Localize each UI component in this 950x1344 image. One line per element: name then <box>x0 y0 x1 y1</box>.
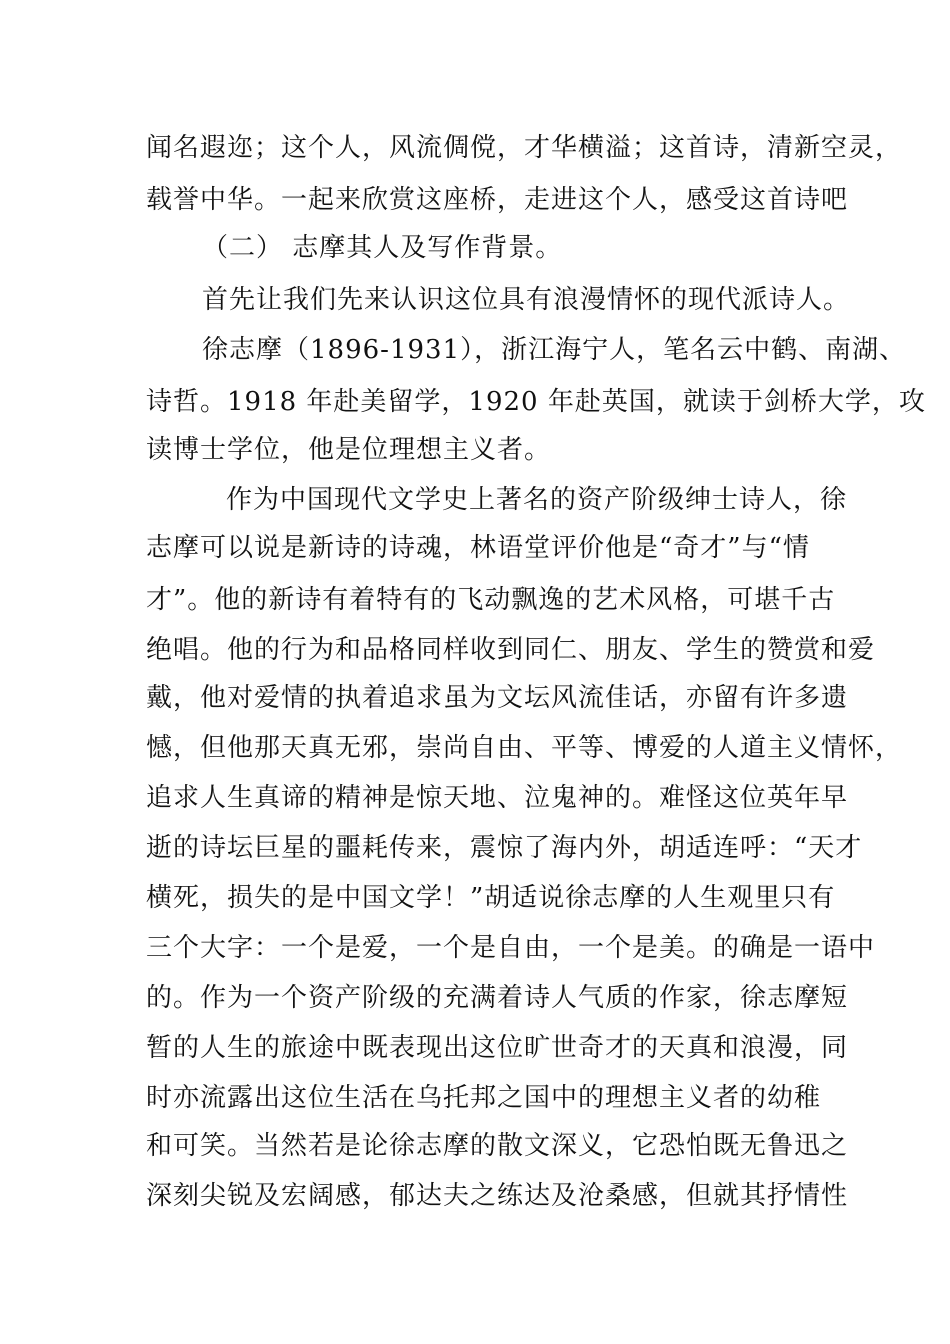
text-line: 才”。他的新诗有着特有的飞动飘逸的艺术风格，可堪千古 <box>146 585 836 615</box>
text-line: 首先让我们先来认识这位具有浪漫情怀的现代派诗人。 <box>202 285 851 315</box>
text-line: 暂的人生的旅途中既表现出这位旷世奇才的天真和浪漫，同 <box>146 1033 849 1063</box>
text-line: 诗哲。1918 年赴美留学，1920 年赴英国，就读于剑桥大学，攻 <box>146 387 926 417</box>
text-line: 憾，但他那天真无邪，崇尚自由、平等、博爱的人道主义情怀， <box>146 733 903 763</box>
text-line: 绝唱。他的行为和品格同样收到同仁、朋友、学生的赞赏和爱 <box>146 635 876 665</box>
text-line: 戴，他对爱情的执着追求虽为文坛风流佳话，亦留有许多遗 <box>146 683 849 713</box>
text-line: 逝的诗坛巨星的噩耗传来，震惊了海内外，胡适连呼：“天才 <box>146 833 863 863</box>
text-line: 时亦流露出这位生活在乌托邦之国中的理想主义者的幼稚 <box>146 1083 822 1113</box>
text-line: 三个大字：一个是爱，一个是自由，一个是美。的确是一语中 <box>146 933 876 963</box>
text-line: 闻名遐迩；这个人，风流倜傥，才华横溢；这首诗，清新空灵， <box>146 133 903 163</box>
text-line: 徐志摩（1896-1931），浙江海宁人，笔名云中鹤、南湖、 <box>202 335 907 365</box>
text-line: 的。作为一个资产阶级的充满着诗人气质的作家，徐志摩短 <box>146 983 849 1013</box>
text-line: 载誉中华。一起来欣赏这座桥，走进这个人，感受这首诗吧 <box>146 185 849 215</box>
text-line: 作为中国现代文学史上著名的资产阶级绅士诗人，徐 <box>226 485 848 515</box>
text-line: 追求人生真谛的精神是惊天地、泣鬼神的。难怪这位英年早 <box>146 783 849 813</box>
section-heading: （二） 志摩其人及写作背景。 <box>202 233 563 263</box>
text-line: 读博士学位，他是位理想主义者。 <box>146 435 552 465</box>
text-line: 深刻尖锐及宏阔感，郁达夫之练达及沧桑感，但就其抒情性 <box>146 1181 849 1211</box>
text-line: 志摩可以说是新诗的诗魂，林语堂评价他是“奇才”与“情 <box>146 533 810 563</box>
text-line: 和可笑。当然若是论徐志摩的散文深义，它恐怕既无鲁迅之 <box>146 1131 849 1161</box>
text-line: 横死，损失的是中国文学！”胡适说徐志摩的人生观里只有 <box>146 883 836 913</box>
